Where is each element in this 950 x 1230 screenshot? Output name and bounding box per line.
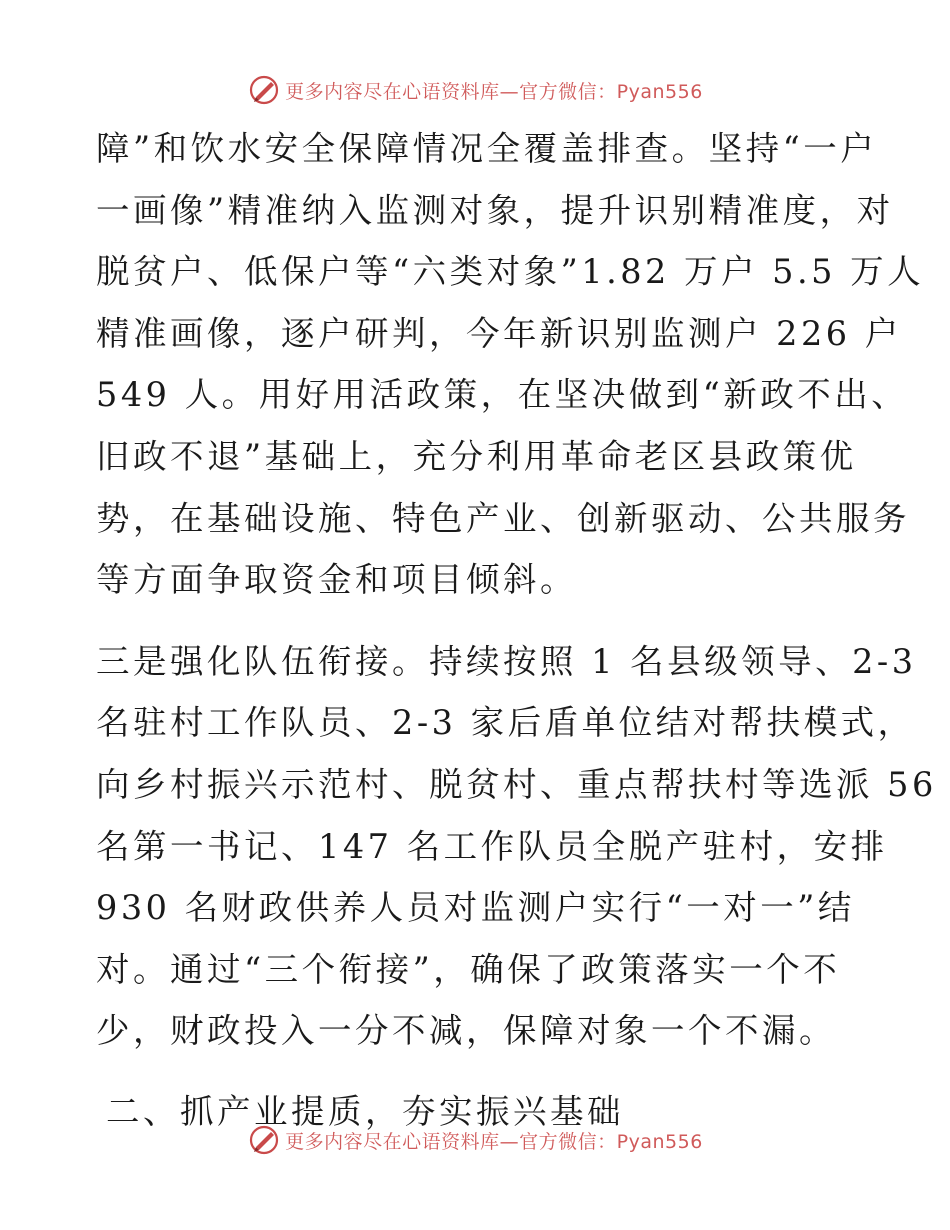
section-heading: 二、抓产业提质，夯实振兴基础 [106,1091,624,1131]
pen-logo-icon [247,73,281,107]
text-line: 名驻村工作队员、2-3 家后盾单位结对帮扶模式， [96,703,915,743]
text-line: 930 名财政供养人员对监测户实行“一对一”结 [96,888,855,928]
watermark-text: 更多内容尽在心语资料库—官方微信：Pyan556 [285,80,703,103]
text-line: 向乡村振兴示范村、脱贫村、重点帮扶村等选派 56 [96,764,937,804]
document-body [96,118,937,1142]
text-line: 549 人。用好用活政策，在坚决做到“新政不出、 [96,375,909,415]
watermark-text: 更多内容尽在心语资料库—官方微信：Pyan556 [285,1130,703,1153]
paragraph-1 [96,118,925,611]
paragraph-2 [96,631,937,1062]
text-line: 对。通过“三个衔接”，确保了政策落实一个不 [96,949,841,989]
text-line: 障”和饮水安全保障情况全覆盖排查。坚持“一户 [96,129,878,168]
pen-logo-icon [247,1123,281,1157]
text-line: 旧政不退”基础上，充分利用革命老区县政策优 [96,436,857,476]
text-line: 精准画像，逐户研判，今年新识别监测户 226 户 [96,313,902,353]
text-line: 脱贫户、低保户等“六类对象”1.82 万户 5.5 万人 [96,252,925,292]
header-watermark [0,70,950,110]
text-line: 少，财政投入一分不减，保障对象一个不漏。 [96,1011,836,1051]
text-line: 三是强化队伍衔接。持续按照 1 名县级领导、2-3 [96,641,917,681]
text-line: 名第一书记、147 名工作队员全脱产驻村，安排 [96,826,888,866]
text-line: 一画像”精准纳入监测对象，提升识别精准度，对 [96,190,894,230]
footer-watermark [0,1120,950,1160]
text-line: 势，在基础设施、特色产业、创新驱动、公共服务 [96,498,910,538]
text-line: 等方面争取资金和项目倾斜。 [96,560,577,600]
